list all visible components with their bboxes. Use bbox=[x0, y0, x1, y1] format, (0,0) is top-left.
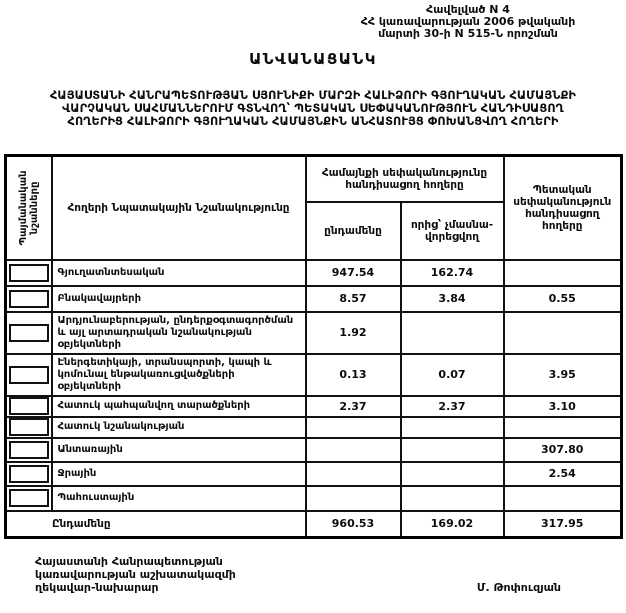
subtitle-line: ՀԱՅԱՍՏԱՆԻ ՀԱՆՐԱՊԵՏՈՒԹՅԱՆ ՍՅՈՒՆԻՔԻ ՄԱՐԶԻ ՀԱԼԻՁՈՐԻ ԳՅՈՒՂԱԿԱՆ ՀԱՄԱՅՆՔԻ bbox=[49, 89, 577, 102]
legend-box bbox=[9, 489, 49, 507]
land-purpose-label: Ջրային bbox=[52, 462, 306, 486]
table-row bbox=[6, 462, 622, 486]
nonprivatizable-value bbox=[401, 417, 504, 438]
community-total-value: 947.54 bbox=[306, 260, 401, 286]
legend-cell bbox=[6, 417, 52, 438]
state-value bbox=[504, 486, 622, 511]
community-total-value: 1.92 bbox=[306, 312, 401, 354]
land-purpose-label: Էներգետիկայի, տրանսպորտի, կապի և կոմունալ ենթակառուցվածքների օբյեկտների bbox=[52, 354, 306, 396]
land-purpose-label: Բնակավայրերի bbox=[52, 286, 306, 312]
state-value bbox=[504, 312, 622, 354]
table-row bbox=[6, 438, 622, 462]
state-value: 3.95 bbox=[504, 354, 622, 396]
table-row bbox=[6, 260, 622, 286]
legend-cell bbox=[6, 396, 52, 417]
column-header-state: Պետական սեփականություն հանդիսացող հողերը bbox=[504, 156, 622, 260]
table-row bbox=[6, 312, 622, 354]
table-row bbox=[6, 417, 622, 438]
legend-box bbox=[9, 264, 49, 282]
land-purpose-label: Անտառային bbox=[52, 438, 306, 462]
nonprivatizable-value bbox=[401, 462, 504, 486]
column-header-community-total: ընդամենը bbox=[306, 202, 401, 260]
community-total-value: 0.13 bbox=[306, 354, 401, 396]
total-nonprivatizable-value: 169.02 bbox=[401, 511, 504, 538]
land-purpose-label: Հատուկ պահպանվող տարածքների bbox=[52, 396, 306, 417]
office-line: Հայաստանի Հանրապետության bbox=[35, 555, 223, 568]
appendix-line: ՀՀ կառավարության 2006 թվականի bbox=[360, 15, 576, 28]
legend-cell bbox=[6, 260, 52, 286]
legend-cell bbox=[6, 462, 52, 486]
appendix-line: Հավելված N 4 bbox=[426, 3, 510, 16]
state-value: 307.80 bbox=[504, 438, 622, 462]
subtitle-line: ՎԱՐՉԱԿԱՆ ՍԱՀՄԱՆՆԵՐՈՒՄ ԳՏՆՎՈՂ՝ ՊԵՏԱԿԱՆ ՍԵՓԱԿԱՆՈՒԹՅՈՒՆ ՀԱՆԴԻՍԱՑՈՂ bbox=[62, 102, 564, 115]
table-row bbox=[6, 486, 622, 511]
column-header-purpose: Հողերի Նպատակային Նշանակությունը bbox=[52, 156, 306, 260]
nonprivatizable-value bbox=[401, 312, 504, 354]
office-line: ղեկավար-նախարար bbox=[35, 581, 159, 594]
page-title: ԱՆՎԱՆԱՑԱՆԿ bbox=[249, 50, 377, 68]
appendix-line: մարտի 30-ի N 515-Ն որոշման bbox=[378, 27, 558, 40]
office-line: կառավարության աշխատակազմի bbox=[35, 568, 236, 581]
table-row bbox=[6, 396, 622, 417]
appendix-reference bbox=[318, 4, 618, 40]
signatory-office bbox=[35, 555, 236, 594]
legend-box bbox=[9, 418, 49, 436]
legend-cell bbox=[6, 486, 52, 511]
legend-box bbox=[9, 465, 49, 483]
nonprivatizable-value bbox=[401, 438, 504, 462]
legend-cell bbox=[6, 438, 52, 462]
state-value: 3.10 bbox=[504, 396, 622, 417]
community-total-value: 2.37 bbox=[306, 396, 401, 417]
table-header-row bbox=[6, 156, 622, 202]
document-subtitle bbox=[0, 89, 626, 128]
legend-cell bbox=[6, 286, 52, 312]
state-value bbox=[504, 417, 622, 438]
legend-box bbox=[9, 366, 49, 384]
nonprivatizable-value: 0.07 bbox=[401, 354, 504, 396]
nonprivatizable-value: 3.84 bbox=[401, 286, 504, 312]
legend-cell bbox=[6, 312, 52, 354]
column-header-symbols-label: Պայմանական նշանները bbox=[17, 170, 40, 246]
land-transfer-table bbox=[4, 154, 623, 539]
legend-box bbox=[9, 290, 49, 308]
total-state-value: 317.95 bbox=[504, 511, 622, 538]
state-value: 0.55 bbox=[504, 286, 622, 312]
column-header-nonprivatizable: որից՝ չմասնավորեցվող bbox=[401, 202, 504, 260]
column-group-community: Համայնքի սեփականությունը հանդիսացող հողերը bbox=[306, 156, 504, 202]
nonprivatizable-value: 162.74 bbox=[401, 260, 504, 286]
nonprivatizable-value: 2.37 bbox=[401, 396, 504, 417]
column-header-symbols bbox=[6, 156, 52, 260]
community-total-value: 8.57 bbox=[306, 286, 401, 312]
total-row-label: Ընդամենը bbox=[6, 511, 306, 538]
land-purpose-label: Գյուղատնտեսական bbox=[52, 260, 306, 286]
land-purpose-label: Հատուկ նշանակության bbox=[52, 417, 306, 438]
legend-cell bbox=[6, 354, 52, 396]
total-community-value: 960.53 bbox=[306, 511, 401, 538]
table-row bbox=[6, 354, 622, 396]
land-purpose-label: Արդյունաբերության, ընդերքօգտագործման և այլ արտադրական նշանակության օբյեկտների bbox=[52, 312, 306, 354]
community-total-value bbox=[306, 417, 401, 438]
nonprivatizable-value bbox=[401, 486, 504, 511]
legend-box bbox=[9, 397, 49, 415]
table-row bbox=[6, 286, 622, 312]
legend-box bbox=[9, 441, 49, 459]
signatory-name: Մ. Թոփուզյան bbox=[476, 581, 561, 594]
subtitle-line: ՀՈՂԵՐԻՑ ՀԱԼԻՁՈՐԻ ԳՅՈՒՂԱԿԱՆ ՀԱՄԱՅՆՔԻՆ ԱՆՀԱՏՈՒՅՑ ՓՈԽԱՆՑՎՈՂ ՀՈՂԵՐԻ bbox=[67, 115, 559, 128]
table-total-row bbox=[6, 511, 622, 538]
community-total-value bbox=[306, 438, 401, 462]
community-total-value bbox=[306, 486, 401, 511]
state-value: 2.54 bbox=[504, 462, 622, 486]
legend-box bbox=[9, 324, 49, 342]
community-total-value bbox=[306, 462, 401, 486]
land-purpose-label: Պահուստային bbox=[52, 486, 306, 511]
state-value bbox=[504, 260, 622, 286]
signature-block bbox=[35, 555, 561, 594]
